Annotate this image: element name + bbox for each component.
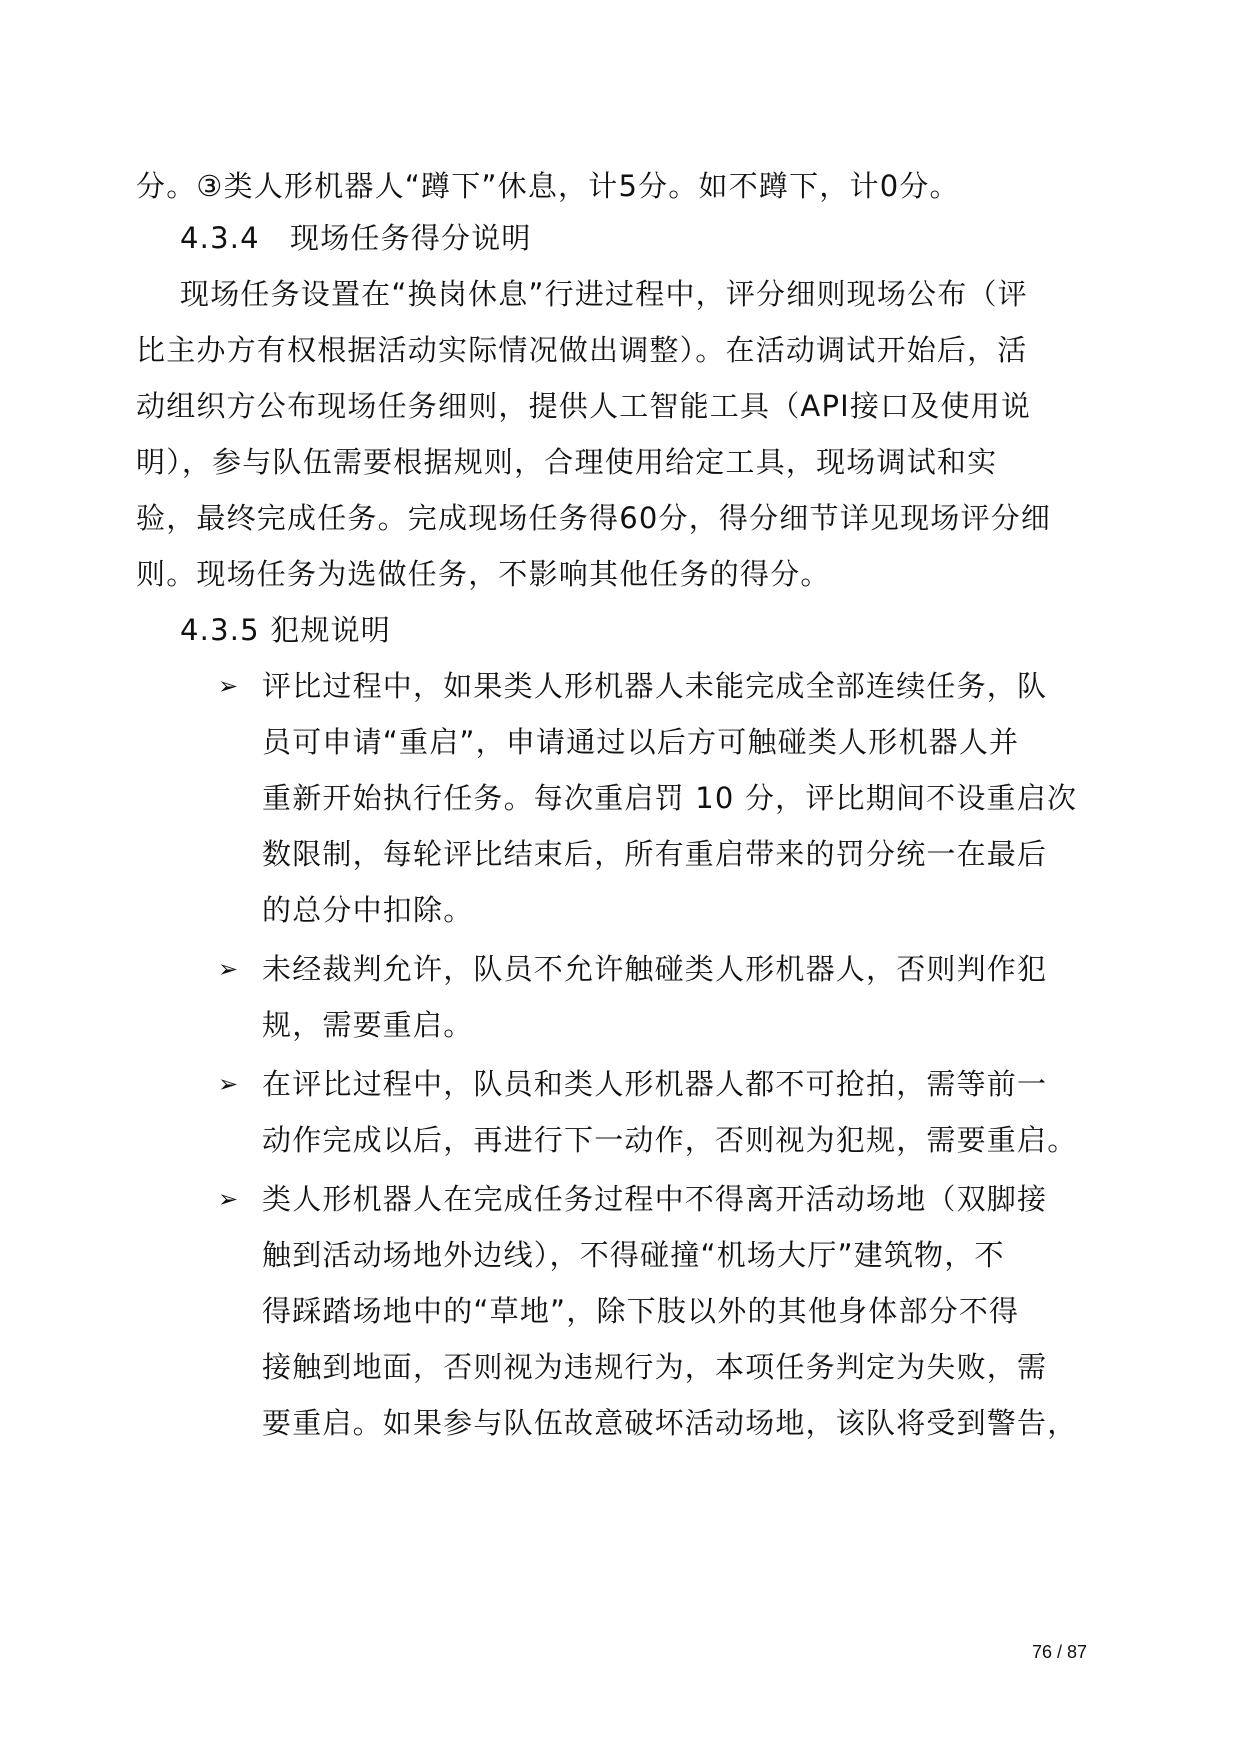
paragraph-line: 动组织方公布现场任务细则，提供人工智能工具（API接口及使用说 bbox=[136, 389, 1032, 423]
bullet-line: 动作完成以后，再进行下一动作，否则视为犯规，需要重启。 bbox=[262, 1123, 1078, 1157]
arrow-bullet-icon: ➢ bbox=[218, 955, 239, 983]
bullet-line: 在评比过程中，队员和类人形机器人都不可抢拍，需等前一 bbox=[262, 1067, 1048, 1101]
bullet-line: 评比过程中，如果类人形机器人未能完成全部连续任务，队 bbox=[262, 669, 1048, 703]
arrow-bullet-icon: ➢ bbox=[218, 1185, 239, 1213]
bullet-line: 要重启。如果参与队伍故意破坏活动场地，该队将受到警告， bbox=[262, 1406, 1078, 1440]
paragraph-line: 现场任务设置在“换岗休息”行进过程中，评分细则现场公布（评 bbox=[180, 277, 1028, 311]
paragraph-line: 比主办方有权根据活动实际情况做出调整）。在活动调试开始后，活 bbox=[136, 333, 1028, 367]
bullet-line: 规，需要重启。 bbox=[262, 1008, 474, 1042]
section-heading-4-3-5: 4.3.5 犯规说明 bbox=[180, 613, 392, 647]
bullet-line: 数限制，每轮评比结束后，所有重启带来的罚分统一在最后 bbox=[262, 837, 1048, 871]
paragraph-line: 验，最终完成任务。完成现场任务得60分，得分细节详见现场评分细 bbox=[136, 501, 1052, 535]
bullet-line: 未经裁判允许，队员不允许触碰类人形机器人，否则判作犯 bbox=[262, 952, 1048, 986]
bullet-line: 类人形机器人在完成任务过程中不得离开活动场地（双脚接 bbox=[262, 1182, 1048, 1216]
bullet-line: 得踩踏场地中的“草地”，除下肢以外的其他身体部分不得 bbox=[262, 1294, 1020, 1328]
paragraph-line: 分。③类人形机器人“蹲下”休息，计5分。如不蹲下，计0分。 bbox=[136, 169, 960, 203]
paragraph-line: 明），参与队伍需要根据规则，合理使用给定工具，现场调试和实 bbox=[136, 445, 998, 479]
paragraph-line: 则。现场任务为选做任务，不影响其他任务的得分。 bbox=[136, 557, 831, 591]
arrow-bullet-icon: ➢ bbox=[218, 672, 239, 700]
bullet-line: 接触到地面，否则视为违规行为，本项任务判定为失败，需 bbox=[262, 1350, 1048, 1384]
arrow-bullet-icon: ➢ bbox=[218, 1070, 239, 1098]
section-heading-4-3-4: 4.3.4 现场任务得分说明 bbox=[180, 221, 532, 255]
bullet-line: 触到活动场地外边线），不得碰撞“机场大厅”建筑物，不 bbox=[262, 1238, 1005, 1272]
page-number: 76 / 87 bbox=[1032, 1642, 1088, 1662]
bullet-line: 员可申请“重启”，申请通过以后方可触碰类人形机器人并 bbox=[262, 725, 1020, 759]
bullet-line: 的总分中扣除。 bbox=[262, 893, 474, 927]
bullet-line: 重新开始执行任务。每次重启罚 10 分，评比期间不设重启次 bbox=[262, 781, 1078, 815]
